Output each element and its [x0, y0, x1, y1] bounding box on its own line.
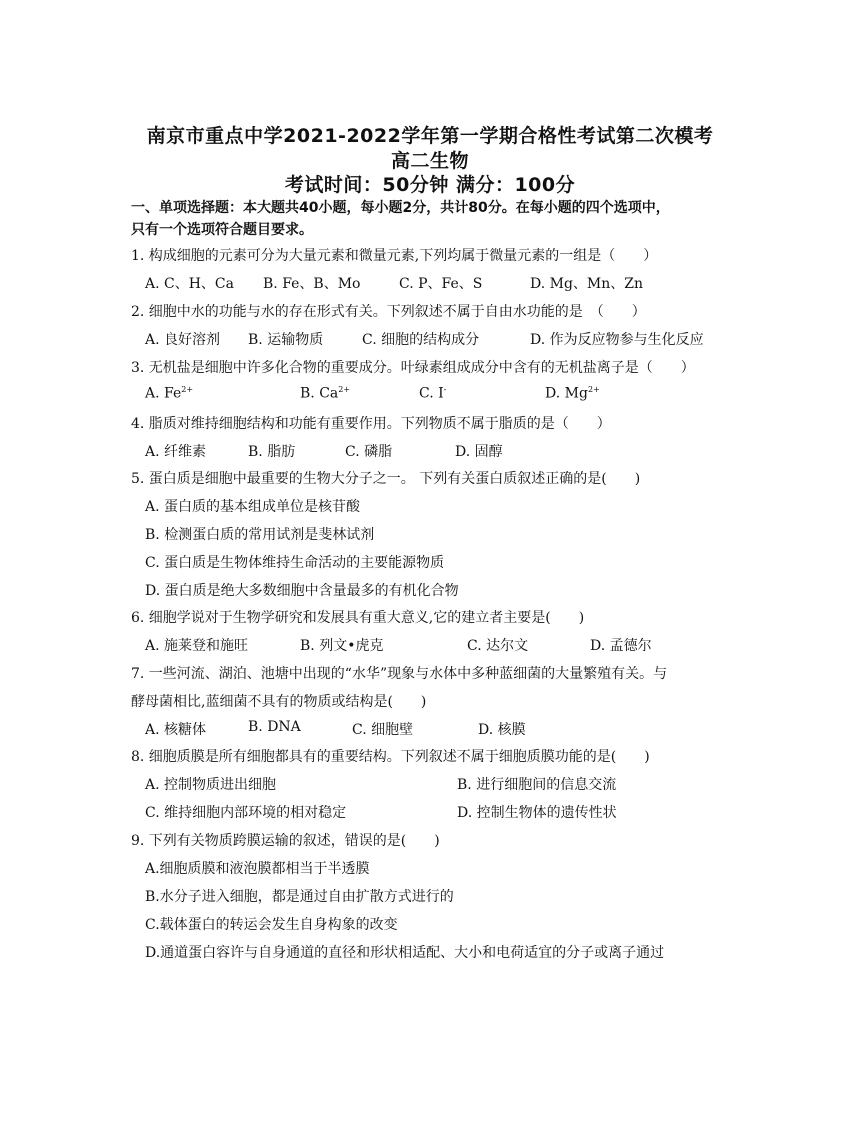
question-8-option-c: C. 维持细胞内部环境的相对稳定	[145, 805, 347, 821]
question-8-option-d: D. 控制生物体的遗传性状	[457, 805, 617, 821]
question-5-option-a: A. 蛋白质的基本组成单位是核苷酸	[145, 499, 361, 515]
question-9-stem: 9. 下列有关物质跨膜运输的叙述，错误的是( )	[131, 833, 440, 849]
question-2-stem: 2. 细胞中水的功能与水的存在形式有关。下列叙述不属于自由水功能的是 （ ）	[131, 304, 646, 320]
option-text: B. Ca	[300, 385, 339, 402]
question-8-option-a: A. 控制物质进出细胞	[145, 777, 277, 793]
question-8-option-b: B. 进行细胞间的信息交流	[457, 777, 617, 793]
question-7-option-a: A. 核糖体	[145, 722, 207, 738]
ion-charge: -	[443, 385, 447, 394]
question-5-option-b: B. 检测蛋白质的常用试剂是斐林试剂	[145, 527, 375, 543]
question-7-stem-line2: 酵母菌相比,蓝细菌不具有的物质或结构是( )	[131, 694, 427, 710]
question-3-option-d	[545, 385, 600, 402]
question-7-option-c: C. 细胞壁	[352, 722, 414, 738]
question-5-stem: 5. 蛋白质是细胞中最重要的生物大分子之一。 下列有关蛋白质叙述正确的是( )	[131, 471, 641, 487]
question-7-option-b: B. DNA	[248, 719, 301, 735]
question-4-option-c: C. 磷脂	[345, 444, 393, 460]
question-3-option-a	[145, 385, 193, 402]
question-3-option-c	[419, 385, 446, 402]
question-5-option-d: D. 蛋白质是绝大多数细胞中含量最多的有机化合物	[145, 583, 459, 599]
question-1-stem: 1. 构成细胞的元素可分为大量元素和微量元素,下列均属于微量元素的一组是（ ）	[131, 248, 658, 264]
question-9-option-d: D.通道蛋白容许与自身通道的直径和形状相适配、大小和电荷适宜的分子或离子通过	[145, 945, 665, 961]
ion-charge: 2+	[587, 385, 600, 394]
section-instructions-line1: 一、单项选择题：本大题共40小题，每小题2分，共计80分。在每小题的四个选项中，	[131, 200, 670, 216]
question-6-option-a: A. 施莱登和施旺	[145, 638, 249, 654]
question-2-option-d: D. 作为反应物参与生化反应	[530, 332, 704, 348]
question-3-option-b	[300, 385, 350, 402]
question-1-option-b: B. Fe、B、Mo	[263, 276, 361, 292]
question-1-option-c: C. P、Fe、S	[399, 276, 483, 292]
question-6-option-d: D. 孟德尔	[590, 638, 652, 654]
question-2-option-a: A. 良好溶剂	[145, 332, 221, 348]
exam-title: 南京市重点中学2021-2022学年第一学期合格性考试第二次模考	[146, 125, 714, 147]
question-6-option-c: C. 达尔文	[467, 638, 529, 654]
subject-title: 高二生物	[390, 150, 469, 172]
option-text: A. Fe	[145, 385, 182, 402]
question-1-option-d: D. Mg、Mn、Zn	[530, 276, 644, 292]
question-4-option-d: D. 固醇	[455, 444, 503, 460]
question-4-stem: 4. 脂质对维持细胞结构和功能有重要作用。下列物质不属于脂质的是（ ）	[131, 416, 611, 432]
question-9-option-c: C.载体蛋白的转运会发生自身构象的改变	[145, 917, 398, 933]
question-6-option-b: B. 列文•虎克	[300, 638, 384, 654]
ion-charge: 2+	[338, 385, 351, 394]
question-4-option-a: A. 纤维素	[145, 444, 207, 460]
question-7-stem-line1: 7. 一些河流、湖泊、池塘中出现的“水华”现象与水体中多种蓝细菌的大量繁殖有关。与	[131, 666, 668, 682]
question-2-option-b: B. 运输物质	[248, 332, 324, 348]
question-9-option-a: A.细胞质膜和液泡膜都相当于半透膜	[145, 861, 370, 877]
question-1-option-a: A. C、H、Ca	[145, 276, 234, 292]
question-4-option-b: B. 脂肪	[248, 444, 296, 460]
question-8-stem: 8. 细胞质膜是所有细胞都具有的重要结构。下列叙述不属于细胞质膜功能的是( )	[131, 749, 650, 765]
question-6-stem: 6. 细胞学说对于生物学研究和发展具有重大意义,它的建立者主要是( )	[131, 610, 585, 626]
question-5-option-c: C. 蛋白质是生物体维持生命活动的主要能源物质	[145, 555, 445, 571]
ion-charge: 2+	[181, 385, 194, 394]
option-text: D. Mg	[545, 385, 588, 402]
section-instructions-line2: 只有一个选项符合题目要求。	[131, 222, 313, 238]
question-2-option-c: C. 细胞的结构成分	[362, 332, 480, 348]
question-7-option-d: D. 核膜	[478, 722, 526, 738]
question-9-option-b: B.水分子进入细胞，都是通过自由扩散方式进行的	[145, 889, 454, 905]
exam-info: 考试时间：50分钟 满分：100分	[284, 174, 576, 196]
option-text: C. I	[419, 385, 444, 402]
question-3-stem: 3. 无机盐是细胞中许多化合物的重要成分。叶绿素组成成分中含有的无机盐离子是（ ）	[131, 360, 695, 376]
